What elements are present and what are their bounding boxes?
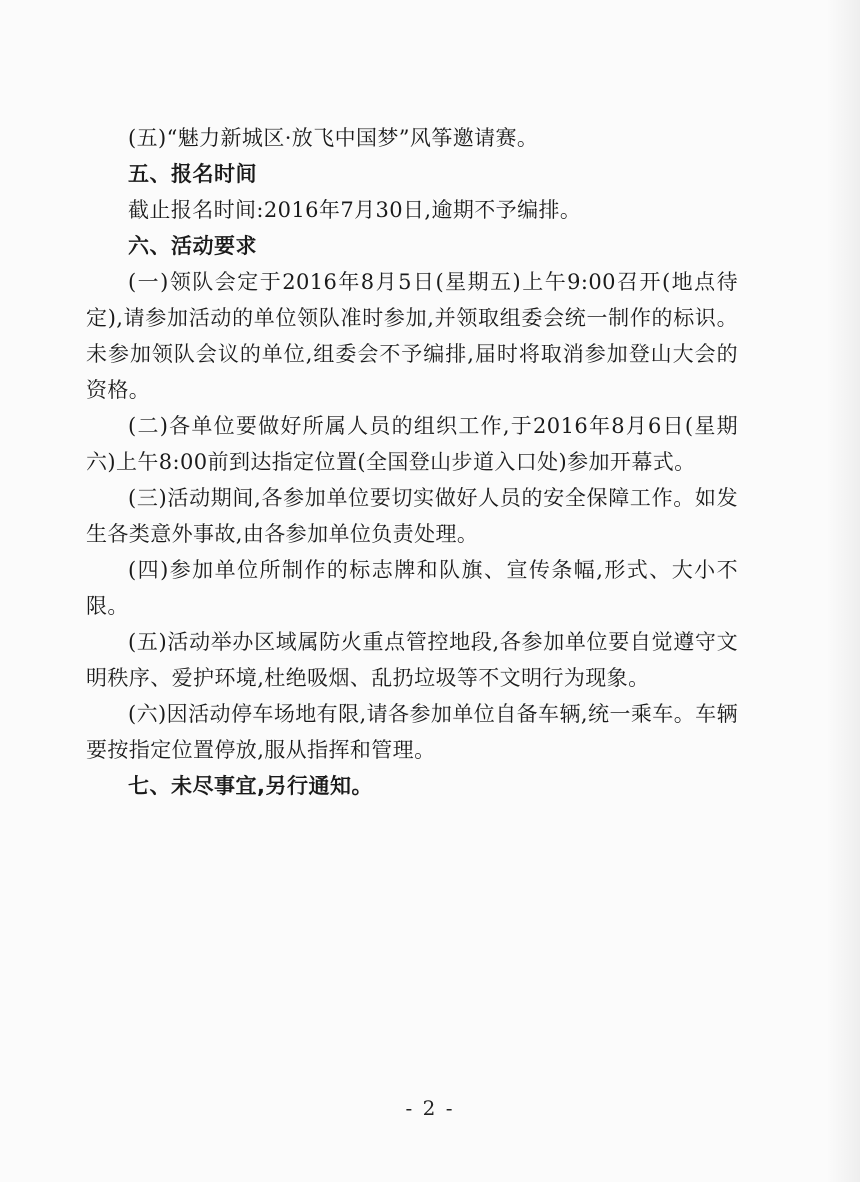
paragraph-requirement-6: (六)因活动停车场地有限,请各参加单位自备车辆,统一乘车。车辆要按指定位置停放,服从指挥和管理。 <box>86 702 738 762</box>
paragraph-registration-deadline: 截止报名时间:2016年7月30日,逾期不予编排。 <box>128 198 582 222</box>
paragraph-requirement-3: (三)活动期间,各参加单位要切实做好人员的安全保障工作。如发生各类意外事故,由各参加单位负责处理。 <box>86 486 738 546</box>
heading-activity-requirements: 六、活动要求 <box>128 234 257 258</box>
paragraph-requirement-5: (五)活动举办区域属防火重点管控地段,各参加单位要自觉遵守文明秩序、爱护环境,杜绝吸烟、乱扔垃圾等不文明行为现象。 <box>86 630 738 690</box>
document-body <box>86 120 738 804</box>
paragraph-requirement-4: (四)参加单位所制作的标志牌和队旗、宣传条幅,形式、大小不限。 <box>86 558 738 618</box>
paragraph-requirement-1: (一)领队会定于2016年8月5日(星期五)上午9:00召开(地点待定),请参加活动的单位领队准时参加,并领取组委会统一制作的标识。未参加领队会议的单位,组委会不予编排,届时将取消参加登山大会的资格。 <box>86 270 738 402</box>
paragraph-requirement-2: (二)各单位要做好所属人员的组织工作,于2016年8月6日(星期六)上午8:00前到达指定位置(全国登山步道入口处)参加开幕式。 <box>86 414 738 474</box>
page-number: - 2 - <box>405 1096 455 1120</box>
paragraph-kite-contest: (五)“魅力新城区·放飞中国梦”风筝邀请赛。 <box>128 126 539 150</box>
heading-registration-time: 五、报名时间 <box>128 162 257 186</box>
heading-other-matters: 七、未尽事宜,另行通知。 <box>128 774 373 798</box>
